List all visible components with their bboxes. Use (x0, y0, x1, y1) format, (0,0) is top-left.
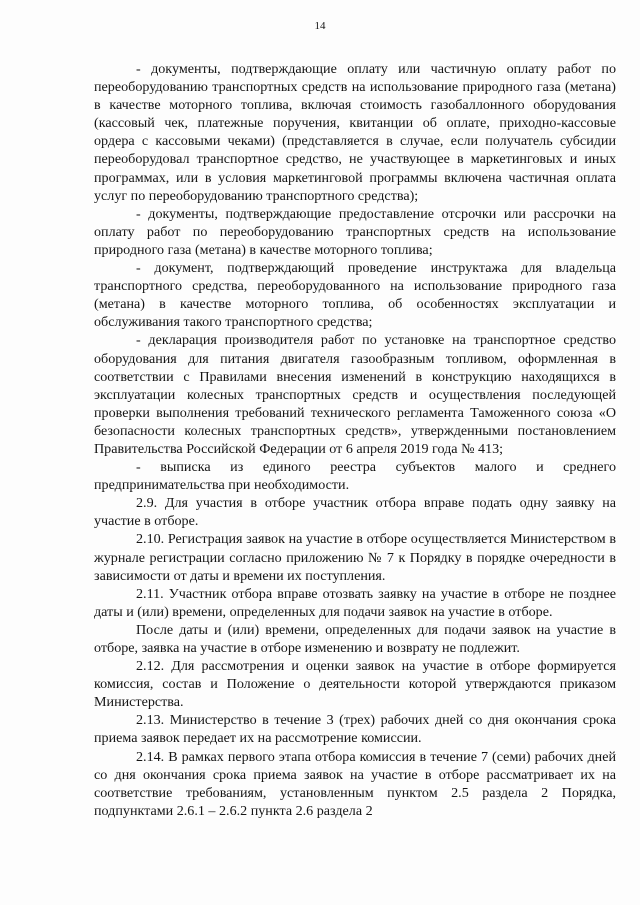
paragraph-deferral-documents: - документы, подтверждающие предоставление отсрочки или рассрочки на оплату работ по переоборудованию транспортных средств на использование природного газа (метана) в качестве моторного топлива; (94, 205, 616, 258)
paragraph-2-13: 2.13. Министерство в течение 3 (трех) рабочих дней со дня окончания срока приема заявок передает их на рассмотрение комиссии. (94, 712, 616, 747)
paragraph-2-14: 2.14. В рамках первого этапа отбора комиссия в течение 7 (семи) рабочих дней со дня окончания срока приема заявок на участие в отборе рассматривает их на соответствие требованиям, установленным пунктом 2.5 раздела 2 Порядка, подпунктами 2.6.1 – 2.6.2 пункта 2.6 раздела 2 (94, 748, 616, 819)
paragraph-manufacturer-declaration: - декларация производителя работ по установке на транспортное средство оборудования для питания двигателя газообразным топливом, оформленная в соответствии с Правилами внесения изменений в конструкцию находящихся в эксплуатации колесных транспортных средств и осуществления последующей проверки выполнения требований технического регламента Таможенного союза «О безопасности колесных транспортных средств», утвержденными постановлением Правительства Российской Федерации от 6 апреля 2019 года № 413; (94, 332, 616, 457)
paragraph-2-11: 2.11. Участник отбора вправе отозвать заявку на участие в отборе не позднее даты и (или) времени, определенных для подачи заявок на участие в отборе. (94, 585, 616, 620)
page-number: 14 (314, 20, 326, 32)
paragraph-after-deadline: После даты и (или) времени, определенных для подачи заявок на участие в отборе, заявка на участие в отборе изменению и возврату не подлежит. (94, 621, 616, 656)
paragraph-2-12: 2.12. Для рассмотрения и оценки заявок на участие в отборе формируется комиссия, состав и Положение о деятельности которой утверждаются приказом Министерства. (94, 658, 616, 711)
document-body (94, 60, 616, 820)
paragraph-payment-documents: - документы, подтверждающие оплату или частичную оплату работ по переоборудованию транспортных средств на использование природного газа (метана) в качестве моторного топлива, включая стоимость газобаллонного оборудования (кассовый чек, платежные поручения, квитанции об оплате, приходно-кассовые ордера с кассовыми чеками) (представляется в случае, если получатель субсидии переоборудовал транспортное средство, не участвующее в маркетинговых и иных программах, или в условия маркетинговой программы включена частичная оплата услуг по переоборудованию транспортного средства); (94, 61, 616, 204)
paragraph-registry-extract: - выписка из единого реестра субъектов малого и среднего предпринимательства при необходимости. (94, 459, 616, 494)
paragraph-instruction-document: - документ, подтверждающий проведение инструктажа для владельца транспортного средства, переоборудованного на использование природного газа (метана) в качестве моторного топлива, об особенностях эксплуатации и обслуживания такого транспортного средства; (94, 260, 616, 331)
paragraph-2-10: 2.10. Регистрация заявок на участие в отборе осуществляется Министерством в журнале регистрации согласно приложению № 7 к Порядку в порядке очередности в зависимости от даты и времени их поступления. (94, 531, 616, 584)
paragraph-2-9: 2.9. Для участия в отборе участник отбора вправе подать одну заявку на участие в отборе. (94, 495, 616, 530)
